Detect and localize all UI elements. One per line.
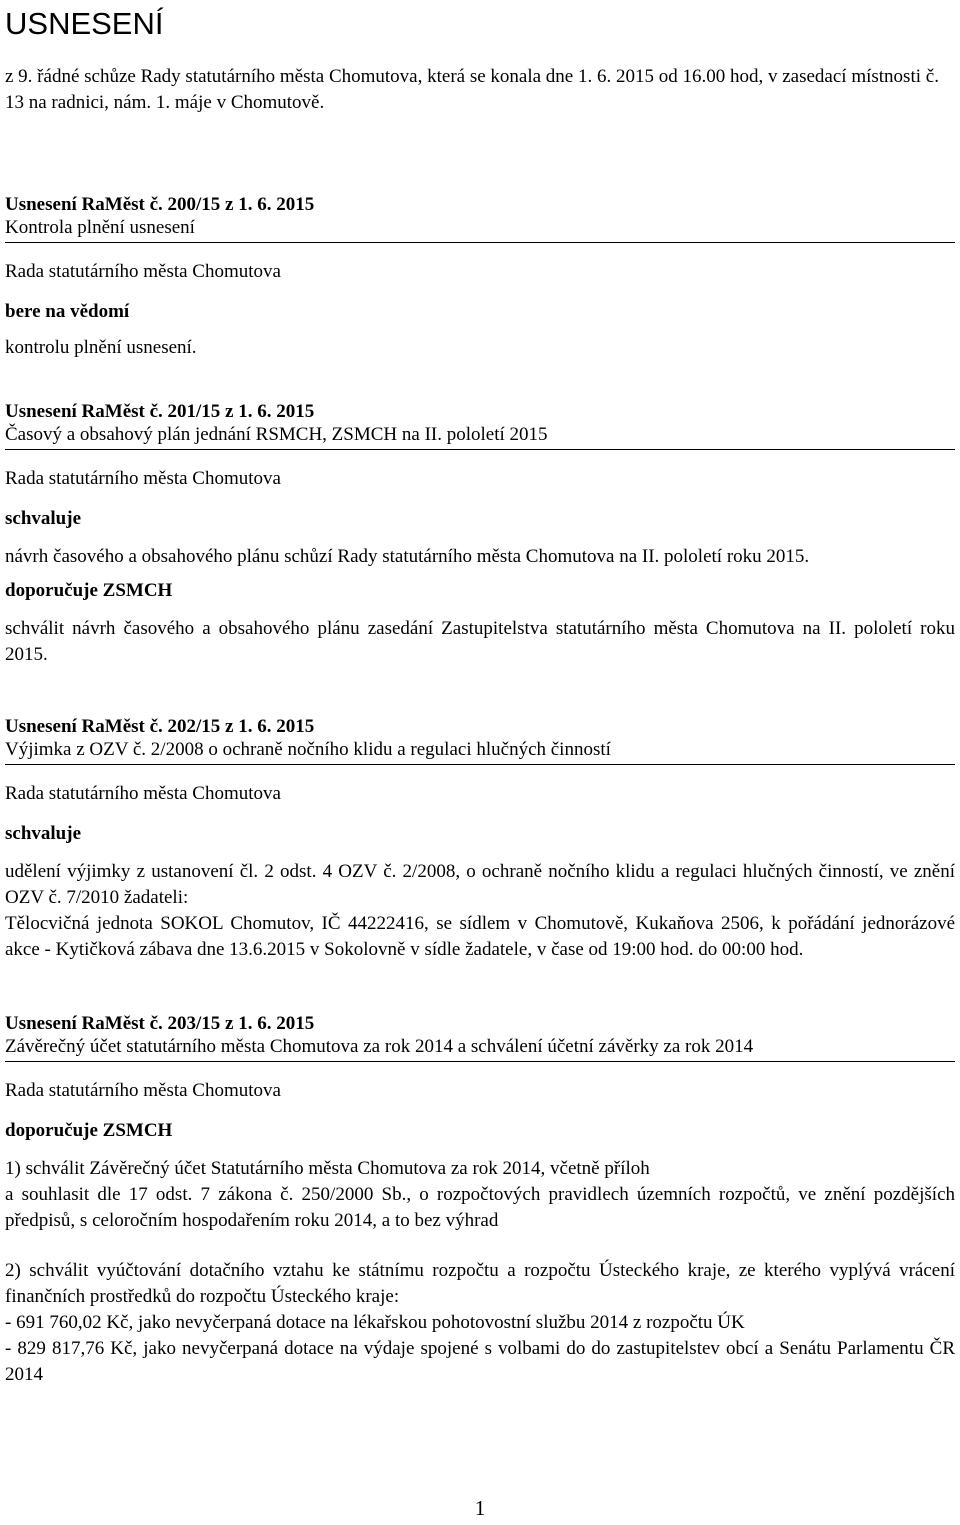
resolution-item-2: 2) schválit vyúčtování dotačního vztahu ke státnímu rozpočtu a rozpočtu Ústeckého kraje, ze kterého vyplývá vrácení finančních prostředků do rozpočtu Ústeckého kraje: — [5, 1260, 955, 1307]
document-subtitle: z 9. řádné schůze Rady statutárního města Chomutova, která se konala dne 1. 6. 2015 od 16.00 hod, v zasedací místnosti č. 13 na radnici, nám. 1. máje v Chomutově. — [5, 66, 939, 113]
page-number: 1 — [474, 1496, 486, 1520]
resolution-verb: schvaluje — [5, 823, 81, 844]
resolution-text-secondary: schválit návrh časového a obsahového plánu zasedání Zastupitelstva statutárního města Chomutova na II. pololetí roku 2015. — [5, 618, 955, 665]
resolution-heading: Usnesení RaMěst č. 202/15 z 1. 6. 2015 — [5, 716, 315, 737]
document-title: USNESENÍ — [5, 6, 164, 41]
resolution-verb: doporučuje ZSMCH — [5, 1120, 173, 1141]
resolution-body: Rada statutárního města Chomutova — [5, 1080, 281, 1101]
resolution-item-1: 1) schválit Závěrečný účet Statutárního města Chomutova za rok 2014, včetně příloh — [5, 1158, 650, 1179]
resolution-item-1-continued: a souhlasit dle 17 odst. 7 zákona č. 250/2000 Sb., o rozpočtových pravidlech územních rozpočtů, ve znění pozdějších předpisů, s celoročním hospodařením roku 2014, a to bez výhrad — [5, 1184, 955, 1231]
resolution-subject: Kontrola plnění usnesení — [5, 216, 955, 243]
resolution-text-applicant: Tělocvičná jednota SOKOL Chomutov, IČ 44222416, se sídlem v Chomutově, Kukaňova 2506, k pořádání jednorázové akce - Kytičková zábava dne 13.6.2015 v Sokolovně v sídle žadatele, v čase od 19:00 hod. do 00:00 hod. — [5, 913, 955, 960]
resolution-body: Rada statutárního města Chomutova — [5, 783, 281, 804]
resolution-item-2-bullet: - 691 760,02 Kč, jako nevyčerpaná dotace na lékařskou pohotovostní službu 2014 z rozpočtu ÚK — [5, 1312, 745, 1333]
resolution-subject: Výjimka z OZV č. 2/2008 o ochraně nočního klidu a regulaci hlučných činností — [5, 738, 955, 765]
resolution-subject: Závěrečný účet statutárního města Chomutova za rok 2014 a schválení účetní závěrky za rok 2014 — [5, 1035, 955, 1062]
document-page — [5, 0, 955, 1388]
resolution-text: udělení výjimky z ustanovení čl. 2 odst. 4 OZV č. 2/2008, o ochraně nočního klidu a regulaci hlučných činností, ve znění OZV č. 7/2010 žadateli: — [5, 861, 955, 908]
resolution-verb: schvaluje — [5, 508, 81, 529]
resolution-202 — [5, 716, 955, 963]
resolution-heading: Usnesení RaMěst č. 203/15 z 1. 6. 2015 — [5, 1013, 315, 1034]
resolution-heading: Usnesení RaMěst č. 200/15 z 1. 6. 2015 — [5, 194, 315, 215]
resolution-subject: Časový a obsahový plán jednání RSMCH, ZSMCH na II. pololetí 2015 — [5, 423, 955, 450]
resolution-text: návrh časového a obsahového plánu schůzí Rady statutárního města Chomutova na II. pololetí roku 2015. — [5, 546, 810, 567]
resolution-200 — [5, 194, 955, 361]
resolution-text: kontrolu plnění usnesení. — [5, 337, 197, 358]
resolution-heading: Usnesení RaMěst č. 201/15 z 1. 6. 2015 — [5, 401, 315, 422]
resolution-verb-secondary: doporučuje ZSMCH — [5, 580, 173, 601]
resolution-203 — [5, 1013, 955, 1388]
resolution-body: Rada statutárního města Chomutova — [5, 468, 281, 489]
resolution-verb: bere na vědomí — [5, 301, 130, 322]
resolution-201 — [5, 401, 955, 668]
resolution-body: Rada statutárního města Chomutova — [5, 261, 281, 282]
resolution-item-2-bullet: - 829 817,76 Kč, jako nevyčerpaná dotace na výdaje spojené s volbami do do zastupitelstev obcí a Senátu Parlamentu ČR 2014 — [5, 1338, 955, 1385]
